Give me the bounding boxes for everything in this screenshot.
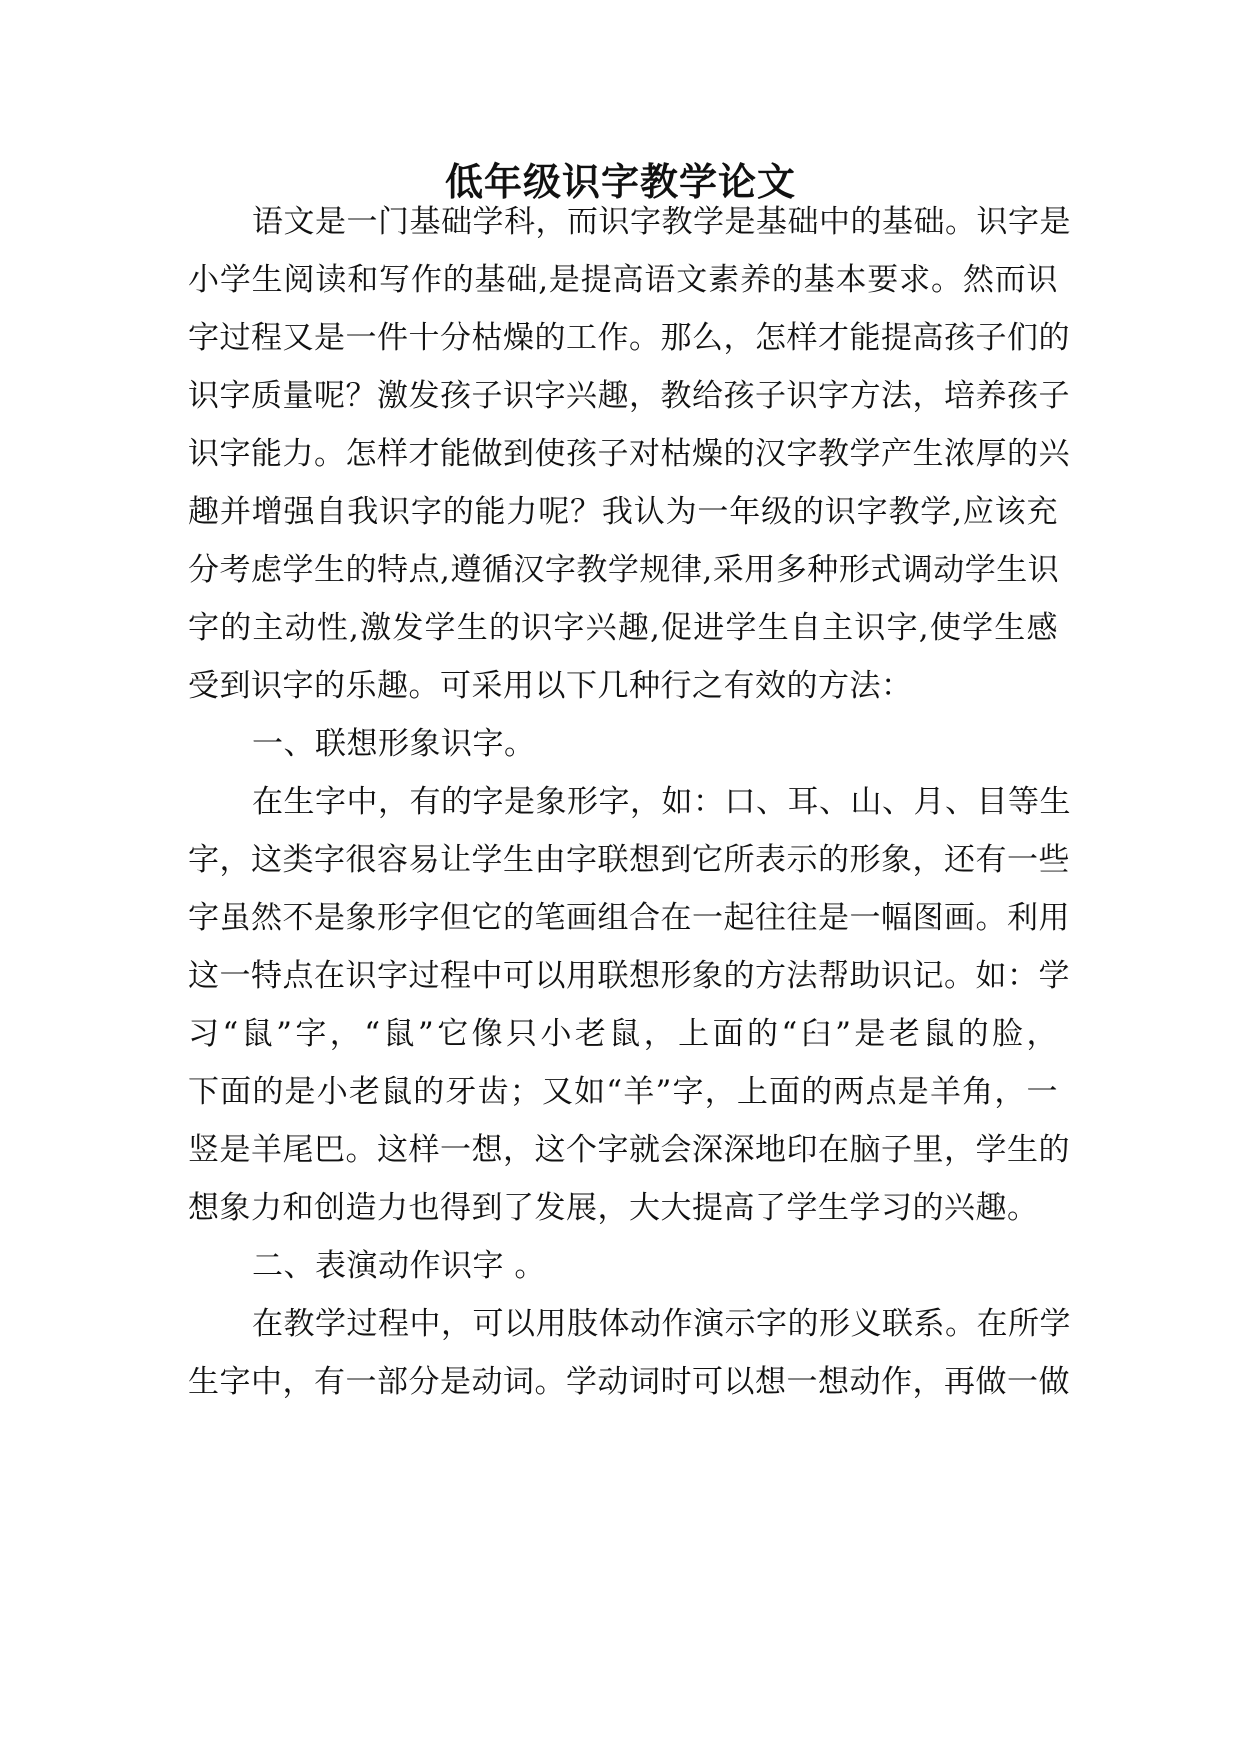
section2-line: 生字中，有一部分是动词。学动词时可以想一想动作，再做一做 <box>188 1364 1070 1400</box>
intro-line: 趣并增强自我识字的能力呢？我认为一年级的识字教学,应该充 <box>188 494 1058 530</box>
intro-line: 识字能力。怎样才能做到使孩子对枯燥的汉字教学产生浓厚的兴 <box>188 436 1070 472</box>
section1-line: 想象力和创造力也得到了发展，大大提高了学生学习的兴趣。 <box>188 1190 1039 1226</box>
section1-line: 字虽然不是象形字但它的笔画组合在一起往往是一幅图画。利用 <box>188 900 1070 936</box>
section1-line: 字，这类字很容易让学生由字联想到它所表示的形象，还有一些 <box>188 842 1070 878</box>
intro-line: 语文是一门基础学科，而识字教学是基础中的基础。识字是 <box>252 204 1071 240</box>
intro-line: 小学生阅读和写作的基础,是提高语文素养的基本要求。然而识 <box>188 262 1058 298</box>
section1-line: 竖是羊尾巴。这样一想，这个字就会深深地印在脑子里，学生的 <box>188 1132 1070 1168</box>
section1-line: 习“鼠”字，“鼠”它像只小老鼠，上面的“臼”是老鼠的脸， <box>188 1016 1058 1052</box>
section-heading: 二、表演动作识字 。 <box>252 1248 546 1284</box>
section1-line: 下面的是小老鼠的牙齿；又如“羊”字，上面的两点是羊角，一 <box>188 1074 1058 1110</box>
section-heading: 一、联想形象识字。 <box>252 726 536 762</box>
section2-line: 在教学过程中，可以用肢体动作演示字的形义联系。在所学 <box>252 1306 1071 1342</box>
document-title: 低年级识字教学论文 <box>444 159 796 204</box>
intro-line: 字过程又是一件十分枯燥的工作。那么，怎样才能提高孩子们的 <box>188 320 1070 356</box>
section1-line: 在生字中，有的字是象形字，如：口、耳、山、月、目等生 <box>252 784 1071 820</box>
intro-line: 识字质量呢？激发孩子识字兴趣，教给孩子识字方法，培养孩子 <box>188 378 1070 414</box>
intro-line: 分考虑学生的特点,遵循汉字教学规律,采用多种形式调动学生识 <box>188 552 1060 588</box>
section1-line: 这一特点在识字过程中可以用联想形象的方法帮助识记。如：学 <box>188 958 1070 994</box>
intro-line: 受到识字的乐趣。可采用以下几种行之有效的方法： <box>188 668 913 704</box>
intro-line: 字的主动性,激发学生的识字兴趣,促进学生自主识字,使学生感 <box>188 610 1058 646</box>
